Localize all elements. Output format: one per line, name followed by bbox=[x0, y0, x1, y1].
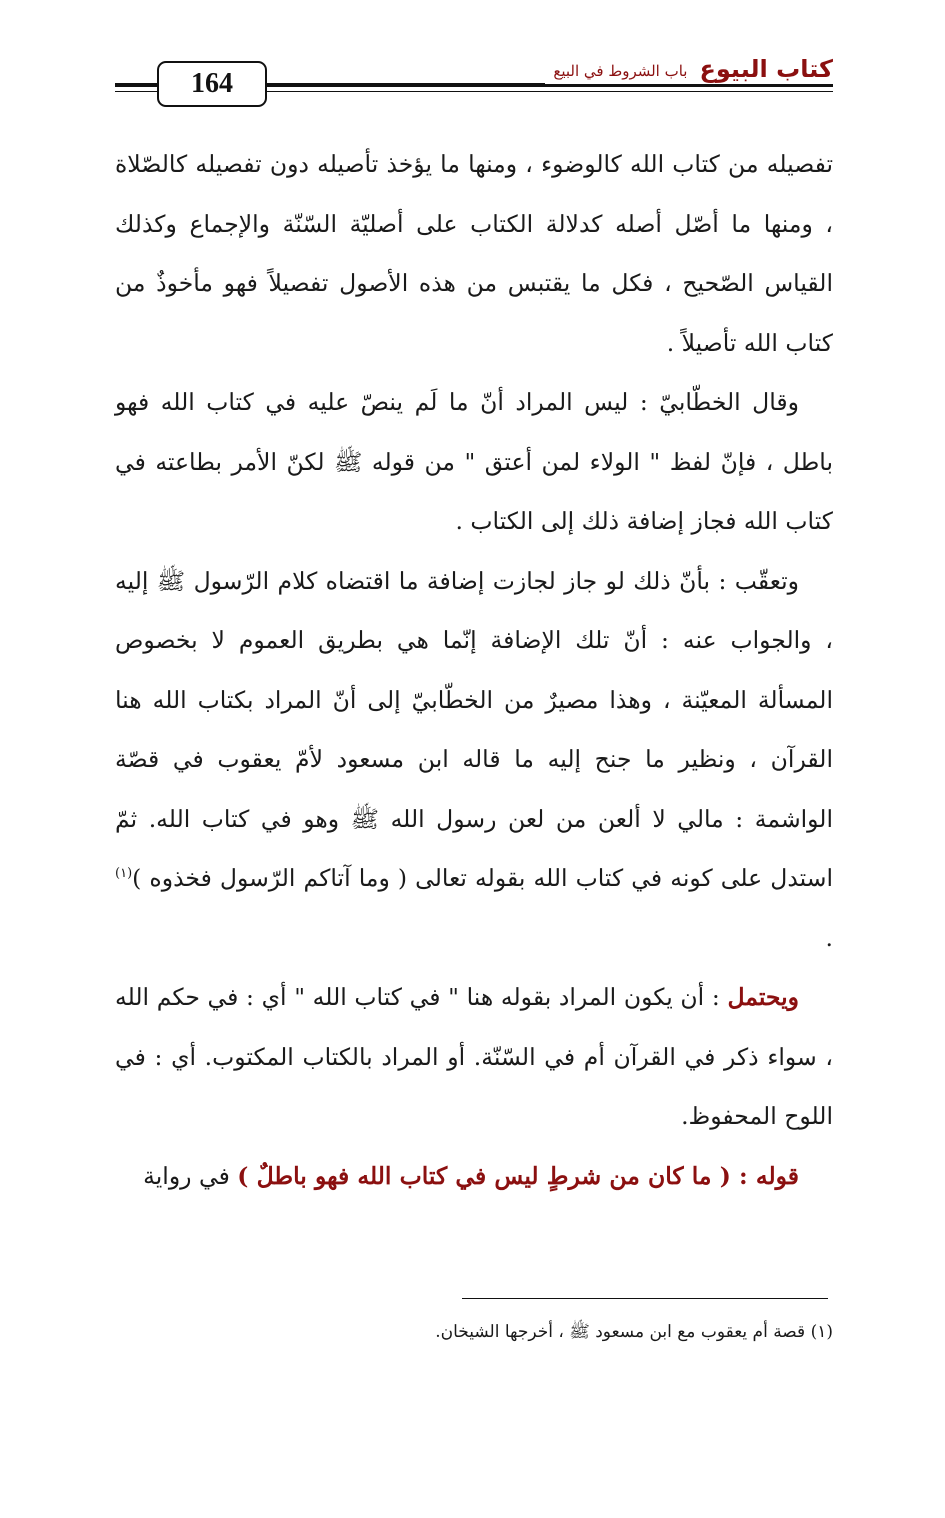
paragraph-1: تفصيله من كتاب الله كالوضوء ، ومنها ما يؤخذ تأصيله دون تفصيله كالصّلاة ، ومنها ما أصّل أصله كدلالة الكتاب على أصليّة السّنّة والإجماع وكذلك القياس الصّحيح ، فكل ما يقتبس من هذه الأصول تفصيلاً فهو مأخوذٌ من كتاب الله تأصيلاً . bbox=[115, 150, 833, 357]
paragraph-5-text: في رواية bbox=[143, 1161, 238, 1190]
running-title bbox=[545, 50, 833, 84]
paragraph-3 bbox=[115, 552, 833, 969]
chapter-title: باب الشروط في البيع bbox=[553, 62, 688, 80]
page-header bbox=[115, 50, 833, 110]
paragraph-4-lead: ويحتمل bbox=[727, 983, 799, 1011]
paragraph-5-lead: قوله : ( ما كان من شرطٍ ليس في كتاب الله فهو باطلٌ ) bbox=[237, 1161, 799, 1190]
page-number: 164 bbox=[157, 61, 267, 107]
paragraph-4 bbox=[115, 968, 833, 1147]
footnote-separator bbox=[462, 1298, 828, 1299]
book-title: كتاب البيوع bbox=[699, 55, 833, 83]
footnote-1: (١) قصة أم يعقوب مع ابن مسعود ﷺ ، أخرجها الشيخان. bbox=[435, 1322, 833, 1342]
footnote-reference[interactable]: (١) bbox=[115, 866, 133, 881]
paragraph-5 bbox=[115, 1147, 833, 1207]
paragraph-3-end: . bbox=[825, 923, 833, 952]
paragraph-2: وقال الخطّابيّ : ليس المراد أنّ ما لَم ينصّ عليه في كتاب الله فهو باطل ، فإنّ لفظ " الولاء لمن أعتق " من قوله ﷺ لكنّ الأمر بطاعته في كتاب الله فجاز إضافة ذلك إلى الكتاب . bbox=[115, 388, 833, 535]
page-body bbox=[115, 135, 833, 1206]
paragraph-4-text: : أن يكون المراد بقوله هنا " في كتاب الله " أي : في حكم الله ، سواء ذكر في القرآن أم في السّنّة. أو المراد بالكتاب المكتوب. أي : في اللوح المحفوظ. bbox=[115, 983, 833, 1130]
paragraph-3-text: وتعقّب : بأنّ ذلك لو جاز لجازت إضافة ما اقتضاه كلام الرّسول ﷺ إليه ، والجواب عنه : أنّ تلك الإضافة إنّما هي بطريق العموم لا بخصوص المسألة المعيّنة ، وهذا مصيرٌ من الخطّابيّ إلى أنّ المراد بكتاب الله هنا القرآن ، ونظير ما جنح إليه ما قاله ابن مسعود لأمّ يعقوب في قصّة الواشمة : مالي لا ألعن من لعن رسول الله ﷺ وهو في كتاب الله. ثمّ استدل على كونه في كتاب الله بقوله تعالى ( وما آتاكم الرّسول فخذوه ) bbox=[115, 566, 833, 892]
